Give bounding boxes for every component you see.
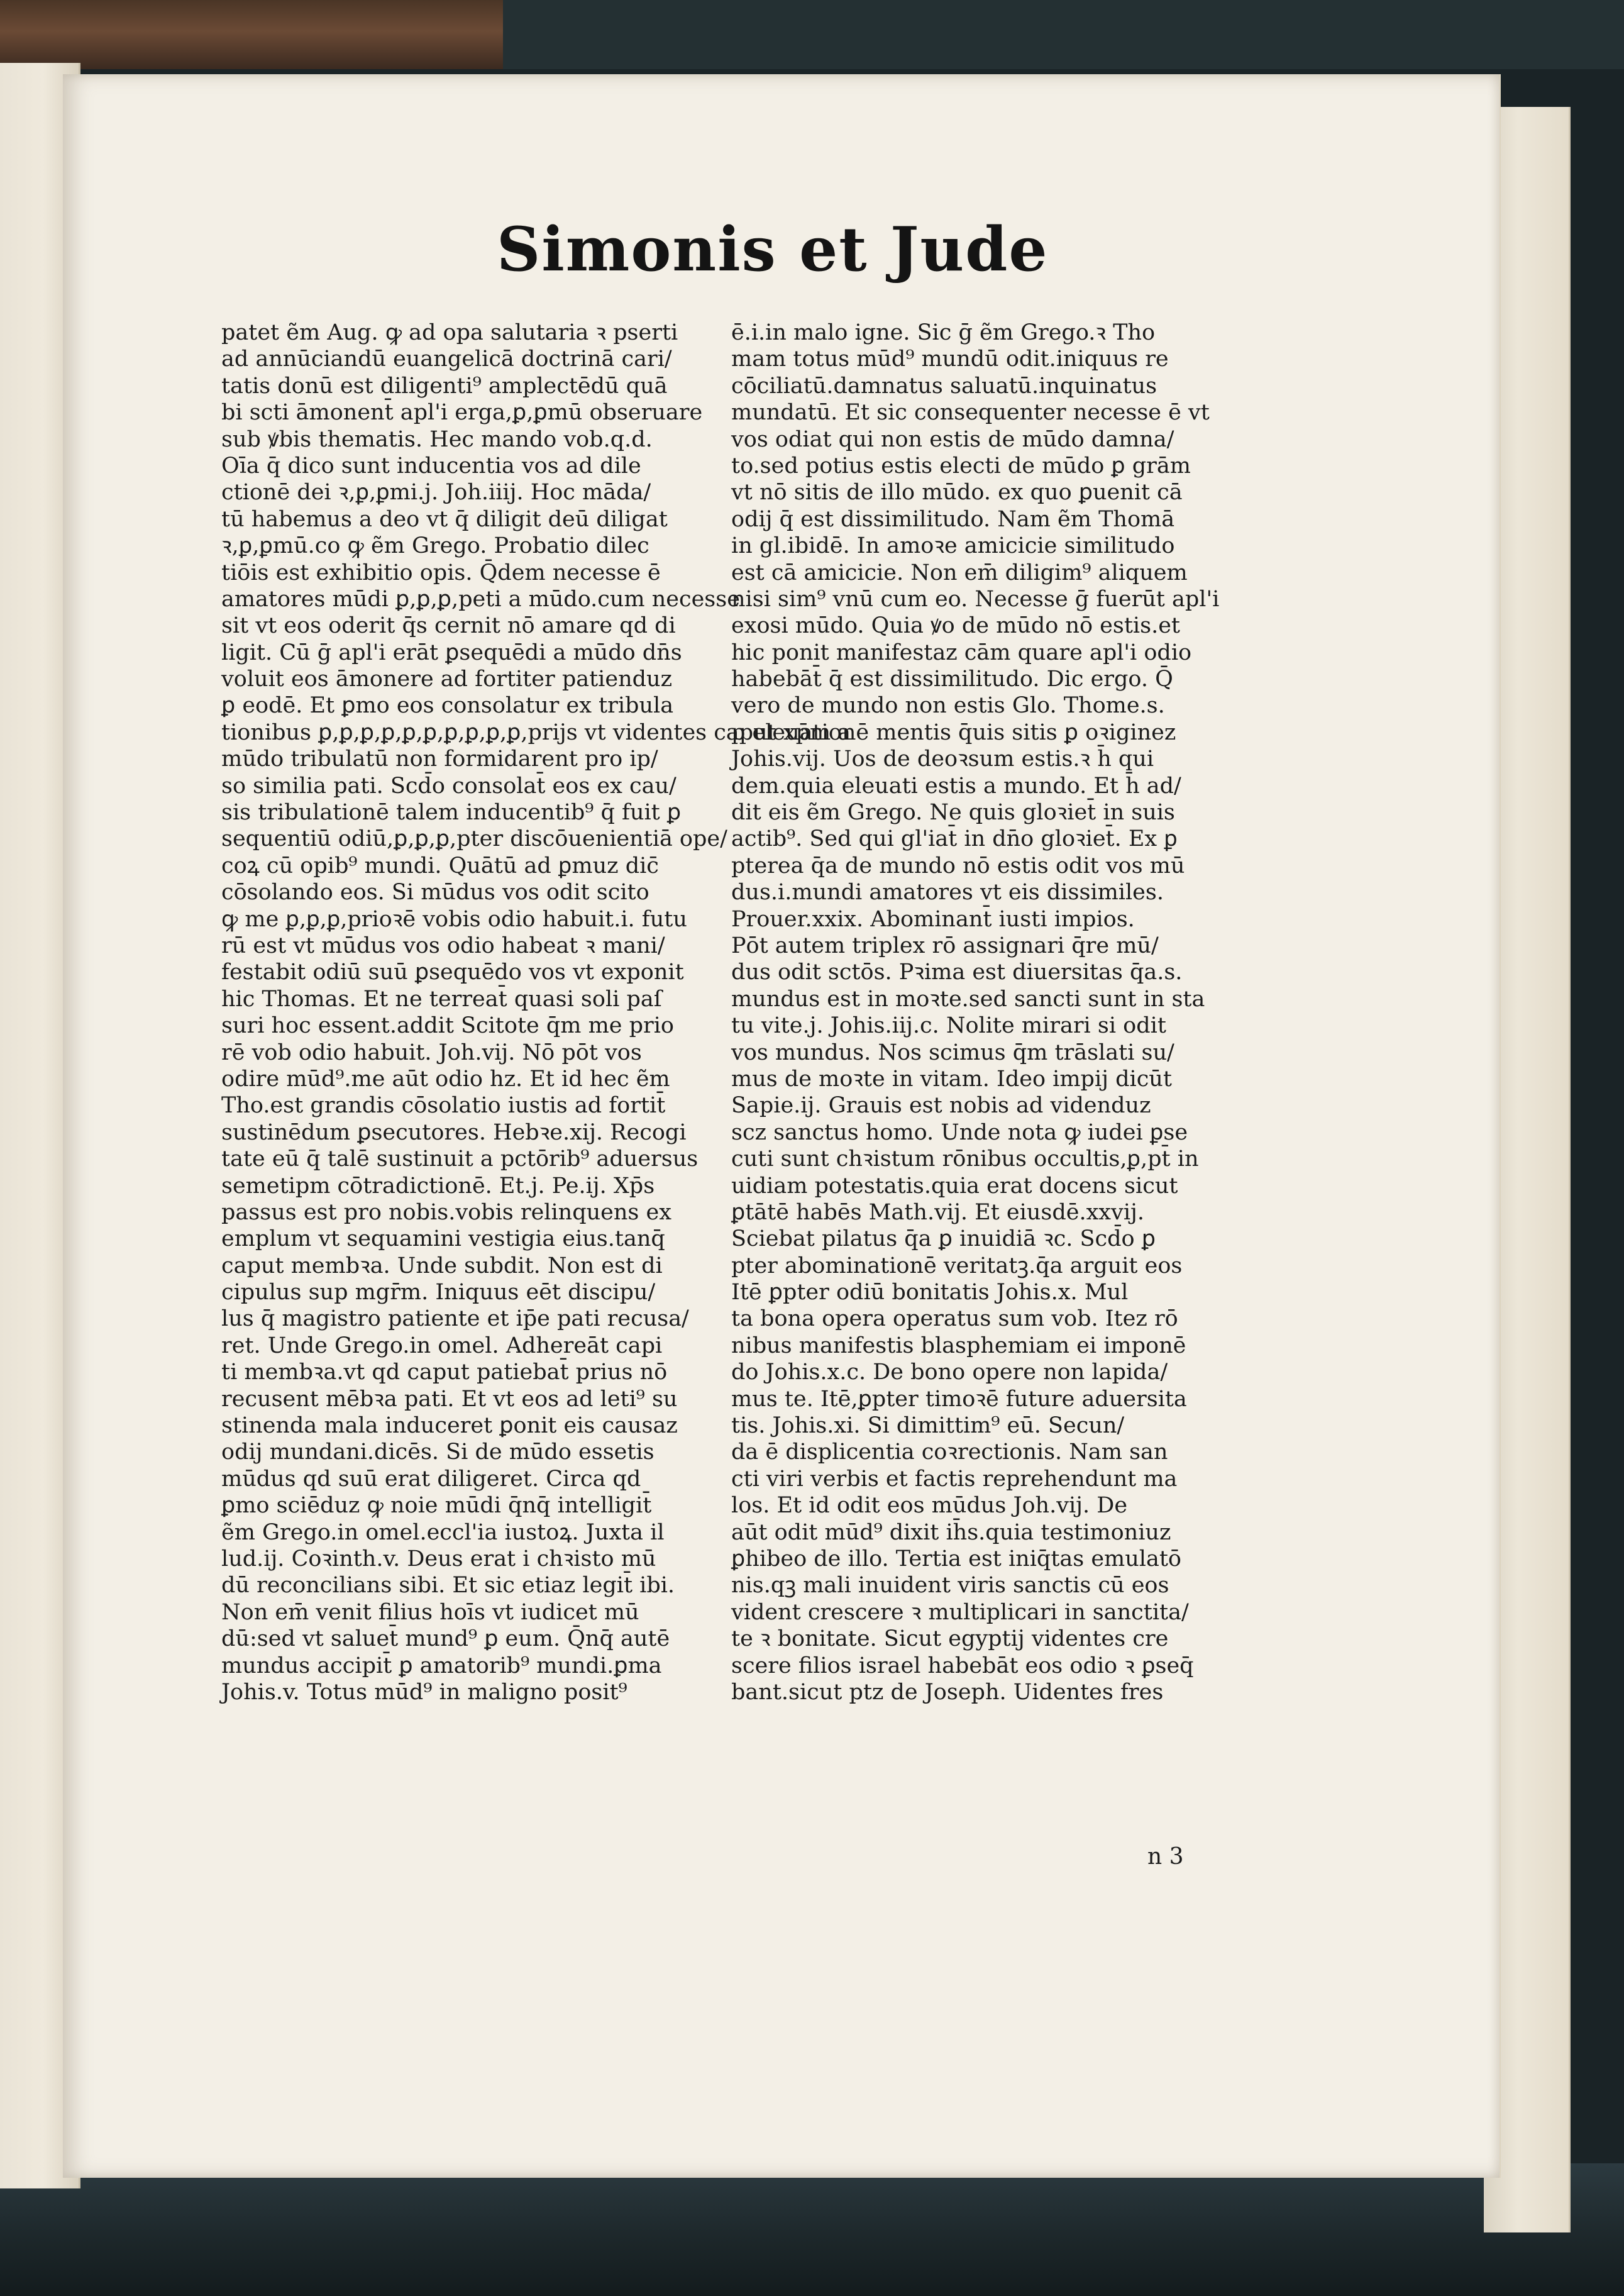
text-line: nis.qꝫ mali inuident viris sanctis cū eos bbox=[731, 1573, 1169, 1599]
text-line: p eleuationē mentis q̄uis sitis ꝑ oꝛiginez bbox=[731, 719, 1176, 745]
text-line: tū habemus a deo vt q̄ diligit deū diligat bbox=[221, 506, 668, 532]
text-line: hic ponit manifestaz cām quare apl'i odio bbox=[731, 640, 1192, 665]
text-line: odij q̄ est dissimilitudo. Nam ẽm Thomā bbox=[731, 506, 1175, 532]
text-line: Itē ꝑpter odiū bonitatis Johis.x. Mul bbox=[731, 1280, 1129, 1306]
text-line: uidiam potestatis.quia erat docens sicut bbox=[731, 1173, 1178, 1199]
text-line: mundatū. Et sic consequenter necesse ē vt bbox=[731, 400, 1210, 426]
text-line: scz sanctus homo. Unde nota ꝙ iudei ꝑse bbox=[731, 1119, 1188, 1145]
text-line: Tho.est grandis cōsolatio iustis ad fortit̄ bbox=[221, 1093, 666, 1119]
text-line: mūdo tribulatū non formidarent pro ip/ bbox=[221, 746, 658, 772]
text-line: cti viri verbis et factis reprehendunt ma bbox=[731, 1466, 1178, 1492]
text-line: cōsolando eos. Si mūdus vos odit scito bbox=[221, 880, 649, 906]
text-line: rē vob odio habuit. Joh.vij. Nō pōt vos bbox=[221, 1040, 642, 1065]
text-column-right bbox=[731, 319, 1218, 1705]
text-line: aūt odit mūd⁹ dixit ih̄s.quia testimoniuz bbox=[731, 1519, 1171, 1545]
text-line: mus te. Itē,ꝑpter timoꝛē future aduersita bbox=[731, 1386, 1187, 1412]
text-line: coꝝ cū opib⁹ mundi. Quātū ad ꝑmuz dic̄ bbox=[221, 853, 659, 879]
text-line: habebāt̄ q̄ est dissimilitudo. Dic ergo. Q̄ bbox=[731, 667, 1173, 692]
text-line: dus.i.mundi amatores vt eis dissimiles. bbox=[731, 880, 1164, 906]
text-line: dū:sed vt saluet̄ mund⁹ ꝑ eum. Q̄nq̄ autē bbox=[221, 1626, 670, 1652]
text-line: ꝑtātē habēs Math.vij. Et eiusdē.xxvij. bbox=[731, 1199, 1144, 1225]
book-board-top bbox=[0, 0, 503, 69]
book-cover-bottom bbox=[0, 2163, 1624, 2296]
text-line: so similia pati. Scd̄o consolat̄ eos ex cau/ bbox=[221, 773, 677, 799]
text-line: Sapie.ij. Grauis est nobis ad videnduz bbox=[731, 1093, 1151, 1119]
text-line: vos odiat qui non estis de mūdo damna/ bbox=[731, 426, 1174, 452]
text-line: ctionē dei ꝛ,ꝑ,ꝑmi.j. Joh.iiij. Hoc māda/ bbox=[221, 480, 651, 506]
text-line: mam totus mūd⁹ mundū odit.iniquus re bbox=[731, 347, 1169, 372]
text-line: sub ꝟbis thematis. Hec mando vob.q.d. bbox=[221, 426, 653, 452]
text-line: Non em̄ venit filius hoīs vt iudicet mū bbox=[221, 1599, 639, 1625]
text-line: rū est vt mūdus vos odio habeat ꝛ mani/ bbox=[221, 933, 665, 958]
text-line: pterea q̄a de mundo nō estis odit vos mū bbox=[731, 853, 1185, 879]
signature-mark: n 3 bbox=[1147, 1844, 1184, 1870]
text-line: ꝑmo sciēduz ꝙ noie mūdi q̄nq̄ intelligit̄ bbox=[221, 1493, 652, 1519]
text-line: tate eū q̄ talē sustinuit a pctōrib⁹ aduersus bbox=[221, 1146, 699, 1172]
text-line: ꝙ me ꝑ,ꝑ,ꝑ,prioꝛē vobis odio habuit.i. futu bbox=[221, 906, 687, 932]
text-line: cipulus sup mgr̄m. Iniquus eēt discipu/ bbox=[221, 1280, 656, 1306]
text-line: cōciliatū.damnatus saluatū.inquinatus bbox=[731, 373, 1157, 399]
text-line: Prouer.xxix. Abominant̄ iusti impios. bbox=[731, 906, 1135, 932]
text-line: patet ẽm Aug. ꝙ ad opa salutaria ꝛ pserti bbox=[221, 320, 678, 345]
text-line: dit eis ẽm Grego. Ne quis gloꝛiet̄ in suis bbox=[731, 800, 1175, 826]
text-line: ꝛ,ꝑ,ꝑmū.co ꝙ ẽm Grego. Probatio dilec bbox=[221, 533, 649, 559]
text-line: ē.i.in malo igne. Sic ḡ ẽm Grego.ꝛ Tho bbox=[731, 320, 1156, 345]
text-line: ligit. Cū ḡ apl'i erāt ꝑsequēdi a mūdo dn̄s bbox=[221, 640, 682, 665]
book-cover-top bbox=[503, 0, 1624, 69]
text-line: sit vt eos oderit q̄s cernit nō amare qd di bbox=[221, 613, 676, 639]
text-line: odij mundani.dicēs. Si de mūdo essetis bbox=[221, 1439, 655, 1465]
text-line: hic Thomas. Et ne terreat̄ quasi soli paſ bbox=[221, 986, 662, 1012]
text-line: ad annūciandū euangelicā doctrinā cari/ bbox=[221, 347, 672, 372]
text-line: tatis donū est diligenti⁹ amplectēdū quā bbox=[221, 373, 668, 399]
text-line: Johis.v. Totus mūd⁹ in maligno posit⁹ bbox=[221, 1679, 627, 1705]
text-line: dū reconcilians sibi. Et sic etiaz legit̄ ibi. bbox=[221, 1573, 675, 1599]
text-line: dem.quia eleuati estis a mundo. Et h̄ ad/ bbox=[731, 773, 1181, 799]
text-line: sequentiū odiū,ꝑ,ꝑ,ꝑ,pter discōuenientiā ope/ bbox=[221, 826, 727, 852]
text-line: ẽm Grego.in omel.eccl'ia iustoꝝ. Juxta il bbox=[221, 1519, 665, 1545]
text-line: lus q̄ magistro patiente et ip̄e pati recusa/ bbox=[221, 1306, 689, 1332]
text-line: scere filios israel habebāt eos odio ꝛ ꝑseq̄ bbox=[731, 1653, 1194, 1678]
text-line: Oīa q̄ dico sunt inducentia vos ad dile bbox=[221, 453, 641, 479]
text-line: actib⁹. Sed qui gl'iat̄ in dn̄o gloꝛiet̄. Ex ꝑ bbox=[731, 826, 1178, 852]
text-line: nisi sim⁹ vnū cum eo. Necesse ḡ fuerūt apl'i bbox=[731, 586, 1220, 612]
text-line: ꝑhibeo de illo. Tertia est iniq̄tas emulatō bbox=[731, 1546, 1181, 1572]
text-line: mūdus qd suū erat diligeret. Circa qd bbox=[221, 1466, 641, 1492]
text-line: mus de moꝛte in vitam. Ideo impij dicūt bbox=[731, 1066, 1172, 1092]
text-line: los. Et id odit eos mūdus Joh.vij. De bbox=[731, 1493, 1128, 1519]
text-line: stinenda mala induceret ꝑonit eis causaz bbox=[221, 1413, 678, 1439]
text-line: emplum vt sequamini vestigia eius.tanq̄ bbox=[221, 1226, 665, 1252]
text-line: vident crescere ꝛ multiplicari in sanctita/ bbox=[731, 1599, 1189, 1625]
text-line: te ꝛ bonitate. Sicut egyptij videntes cre bbox=[731, 1626, 1169, 1652]
text-line: ꝑ eodē. Et ꝑmo eos consolatur ex tribula bbox=[221, 693, 674, 719]
text-line: recusent mēbꝛa pati. Et vt eos ad leti⁹ su bbox=[221, 1386, 678, 1412]
text-line: voluit eos āmonere ad fortiter patienduz bbox=[221, 667, 673, 692]
text-line: passus est pro nobis.vobis relinquens ex bbox=[221, 1199, 671, 1225]
text-line: sustinēdum ꝑsecutores. Hebꝛe.xij. Recogi bbox=[221, 1119, 687, 1145]
text-line: dus odit sctōs. Pꝛima est diuersitas q̄a.s. bbox=[731, 960, 1183, 985]
text-line: lud.ij. Coꝛinth.v. Deus erat i chꝛisto mū bbox=[221, 1546, 656, 1572]
text-line: bi scti āmonent̄ apl'i erga,ꝑ,ꝑmū obseruare bbox=[221, 400, 703, 426]
text-line: bant.sicut ptz de Joseph. Uidentes fres bbox=[731, 1679, 1164, 1705]
text-line: ti membꝛa.vt qd caput patiebat̄ prius nō bbox=[221, 1360, 668, 1385]
text-line: sis tribulationē talem inducentib⁹ q̄ fuit ꝑ bbox=[221, 800, 682, 826]
text-line: exosi mūdo. Quia ꝟo de mūdo nō estis.et bbox=[731, 613, 1180, 639]
text-line: tionibus ꝑ,ꝑ,ꝑ,ꝑ,ꝑ,ꝑ,ꝑ,ꝑ,ꝑ,ꝑ,prijs vt videntes caput xp̄m a bbox=[221, 719, 851, 745]
text-line: odire mūd⁹.me aūt odio hz. Et id hec ẽm bbox=[221, 1066, 670, 1092]
text-line: est cā amicicie. Non em̄ diligim⁹ aliquem bbox=[731, 560, 1188, 585]
text-line: ta bona opera operatus sum vob. Itez rō bbox=[731, 1306, 1178, 1332]
text-line: da ē displicentia coꝛrectionis. Nam san bbox=[731, 1439, 1168, 1465]
text-line: Pōt autem triplex rō assignari q̄re mū/ bbox=[731, 933, 1159, 958]
text-line: vero de mundo non estis Glo. Thome.s. bbox=[731, 693, 1165, 719]
text-line: Sciebat pilatus q̄a ꝑ inuidiā ꝛc. Scd̄o ꝑ bbox=[731, 1226, 1156, 1252]
text-line: amatores mūdi ꝑ,ꝑ,ꝑ,peti a mūdo.cum necesse bbox=[221, 586, 740, 612]
text-line: cuti sunt chꝛistum rōnibus occultis,ꝑ,pt̄ in bbox=[731, 1146, 1199, 1172]
text-line: caput membꝛa. Unde subdit. Non est di bbox=[221, 1253, 663, 1278]
text-line: tis. Johis.xi. Si dimittim⁹ eū. Secun/ bbox=[731, 1413, 1125, 1439]
text-line: in gl.ibidē. In amoꝛe amicicie similitudo bbox=[731, 533, 1175, 559]
text-line: mundus accipit̄ ꝑ amatorib⁹ mundi.ꝑma bbox=[221, 1653, 662, 1678]
text-line: vos mundus. Nos scimus q̄m trāslati su/ bbox=[731, 1040, 1174, 1065]
text-line: ret. Unde Grego.in omel. Adhereāt capi bbox=[221, 1333, 663, 1358]
text-column-left bbox=[221, 319, 851, 1705]
text-line: do Johis.x.c. De bono opere non lapida/ bbox=[731, 1360, 1168, 1385]
text-line: tu vite.j. Johis.iij.c. Nolite mirari si odit bbox=[731, 1013, 1166, 1039]
text-line: tiōis est exhibitio opis. Q̄dem necesse ē bbox=[221, 560, 661, 585]
text-line: semetipm cōtradictionē. Et.j. Pe.ij. Xp̄s bbox=[221, 1173, 655, 1199]
text-line: pter abominationē veritatꝫ.q̄a arguit eos bbox=[731, 1253, 1183, 1278]
text-line: festabit odiū suū ꝑsequēdo vos vt exponit bbox=[221, 960, 684, 985]
text-line: nibus manifestis blasphemiam ei imponē bbox=[731, 1333, 1186, 1358]
text-line: to.sed potius estis electi de mūdo ꝑ grām bbox=[731, 453, 1191, 479]
running-title: Simonis et Jude bbox=[497, 214, 1049, 285]
text-line: mundus est in moꝛte.sed sancti sunt in sta bbox=[731, 986, 1205, 1012]
text-line: suri hoc essent.addit Scitote q̄m me prio bbox=[221, 1013, 674, 1039]
text-line: vt nō sitis de illo mūdo. ex quo ꝑuenit cā bbox=[731, 480, 1183, 506]
text-line: Johis.vij. Uos de deoꝛsum estis.ꝛ h̄ qui bbox=[731, 746, 1154, 772]
